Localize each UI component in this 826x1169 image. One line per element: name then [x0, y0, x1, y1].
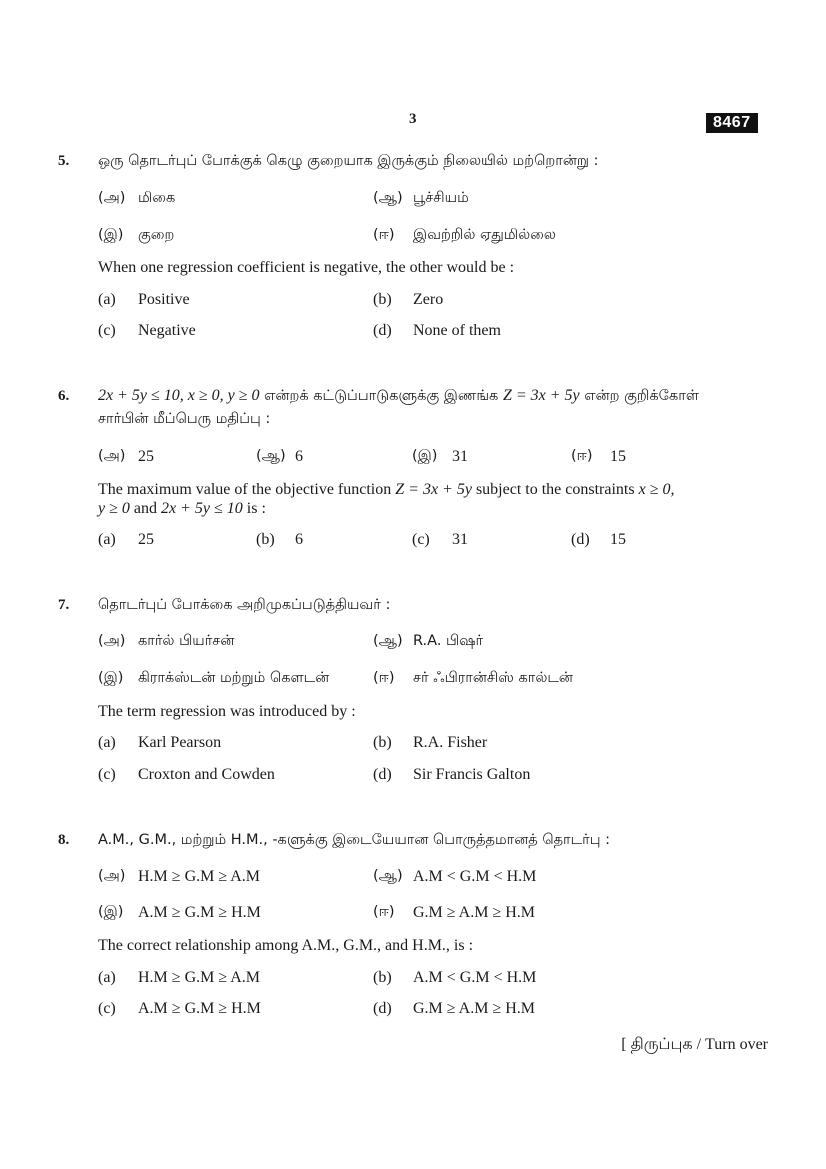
q8-english-option-label: (a) — [98, 969, 116, 986]
question-number-6: 6. — [58, 388, 70, 404]
q5-tamil-option-label: (ஆ) — [373, 190, 403, 206]
q5-english-option-text: None of them — [413, 322, 501, 339]
q6-tamil-option-label: (ஆ) — [256, 448, 286, 464]
q5-english-option-label: (d) — [373, 322, 392, 339]
q6-constraint-math: 2x + 5y ≤ 10, x ≥ 0, y ≥ 0 — [98, 387, 260, 404]
q6-tamil-text: என்றக் கட்டுப்பாடுகளுக்கு இணங்க — [259, 388, 503, 404]
q8-english-question: The correct relationship among A.M., G.M., and H.M., is : — [98, 937, 474, 954]
q6-english-text: and — [129, 500, 161, 517]
q5-tamil-question: ஒரு தொடர்புப் போக்குக் கெழு குறையாக இருக்கும் நிலையில் மற்றொன்று : — [98, 153, 599, 169]
q5-tamil-option-label: (ஈ) — [373, 227, 395, 243]
q6-english-text: The maximum value of the objective function — [98, 481, 396, 498]
q6-english-option-text: 25 — [138, 531, 154, 548]
q5-english-option-label: (a) — [98, 291, 116, 308]
q7-tamil-option-label: (அ) — [98, 633, 126, 649]
q7-tamil-option-text: R.A. பிஷர் — [413, 633, 484, 649]
q7-tamil-option-label: (ஈ) — [373, 670, 395, 686]
q6-english-option-text: 6 — [295, 531, 303, 548]
q7-english-option-text: Karl Pearson — [138, 734, 222, 751]
question-number-5: 5. — [58, 153, 70, 169]
q8-english-option-text: A.M ≥ G.M ≥ H.M — [138, 1000, 261, 1017]
q6-constraint-math: 2x + 5y ≤ 10 — [161, 500, 243, 517]
q6-english-option-text: 15 — [610, 531, 626, 548]
q8-tamil-option-text: G.M ≥ A.M ≥ H.M — [413, 904, 536, 921]
q7-english-option-text: Croxton and Cowden — [138, 766, 275, 783]
q6-tamil-text: என்ற குறிக்கோள் — [579, 388, 699, 404]
q7-english-option-label: (c) — [98, 766, 116, 783]
q8-english-option-label: (c) — [98, 1000, 116, 1017]
q6-constraint-math: x ≥ 0, — [638, 481, 675, 498]
q8-english-option-text: G.M ≥ A.M ≥ H.M — [413, 1000, 536, 1017]
q6-english-option-label: (c) — [412, 531, 430, 548]
q5-tamil-option-text: பூச்சியம் — [413, 190, 469, 206]
q8-tamil-option-label: (ஆ) — [373, 868, 403, 884]
q7-tamil-question: தொடர்புப் போக்கை அறிமுகப்படுத்தியவர் : — [98, 597, 391, 613]
q7-english-option-text: Sir Francis Galton — [413, 766, 531, 783]
q6-tamil-option-label: (இ) — [412, 448, 438, 464]
q6-english-question-line2 — [98, 500, 266, 518]
paper-code-badge: 8467 — [706, 113, 758, 133]
q8-english-option-label: (b) — [373, 969, 392, 986]
q5-tamil-option-text: இவற்றில் ஏதுமில்லை — [413, 227, 556, 243]
q7-tamil-option-label: (இ) — [98, 670, 124, 686]
q8-tamil-question: A.M., G.M., மற்றும் H.M., -களுக்கு இடையேயான பொருத்தமானத் தொடர்பு : — [98, 832, 611, 848]
q6-english-text: subject to the constraints — [471, 481, 639, 498]
q8-tamil-option-text: A.M ≥ G.M ≥ H.M — [138, 904, 261, 921]
question-number-8: 8. — [58, 832, 70, 848]
q8-tamil-option-label: (ஈ) — [373, 904, 395, 920]
q6-objective-math: Z = 3x + 5y — [395, 481, 472, 498]
q8-english-option-text: A.M < G.M < H.M — [413, 969, 537, 986]
q7-english-option-text: R.A. Fisher — [413, 734, 488, 751]
q6-tamil-question-line2: சார்பின் மீப்பெரு மதிப்பு : — [98, 411, 271, 427]
q5-english-option-text: Negative — [138, 322, 196, 339]
q6-tamil-option-text: 15 — [610, 448, 626, 465]
q8-tamil-option-text: A.M < G.M < H.M — [413, 868, 537, 885]
q5-english-option-text: Positive — [138, 291, 190, 308]
q7-tamil-option-text: கார்ல் பியர்சன் — [138, 633, 235, 649]
q5-tamil-option-text: குறை — [138, 227, 175, 243]
q8-tamil-option-text: H.M ≥ G.M ≥ A.M — [138, 868, 261, 885]
q6-objective-math: Z = 3x + 5y — [502, 387, 580, 404]
q6-tamil-option-label: (அ) — [98, 448, 126, 464]
q6-english-option-text: 31 — [452, 531, 468, 548]
q7-tamil-option-text: கிராக்ஸ்டன் மற்றும் கௌடன் — [138, 670, 330, 686]
q8-english-option-text: H.M ≥ G.M ≥ A.M — [138, 969, 261, 986]
q5-tamil-option-label: (அ) — [98, 190, 126, 206]
q7-english-option-label: (d) — [373, 766, 392, 783]
q5-tamil-option-text: மிகை — [138, 190, 176, 206]
q8-tamil-option-label: (இ) — [98, 904, 124, 920]
q6-english-option-label: (d) — [571, 531, 590, 548]
q6-english-question-line1 — [98, 481, 674, 499]
q8-english-option-label: (d) — [373, 1000, 392, 1017]
q7-tamil-option-label: (ஆ) — [373, 633, 403, 649]
q6-english-text: is : — [242, 500, 266, 517]
q7-english-option-label: (b) — [373, 734, 392, 751]
q6-tamil-option-label: (ஈ) — [571, 448, 593, 464]
q7-tamil-option-text: சர் ஃபிரான்சிஸ் கால்டன் — [413, 670, 573, 686]
q6-tamil-question-line1 — [98, 387, 699, 406]
q8-tamil-option-label: (அ) — [98, 868, 126, 884]
q6-tamil-option-text: 6 — [295, 448, 303, 465]
q6-constraint-math: y ≥ 0 — [98, 500, 130, 517]
q5-english-option-label: (c) — [98, 322, 116, 339]
q5-english-question: When one regression coefficient is negative, the other would be : — [98, 259, 515, 276]
question-number-7: 7. — [58, 597, 70, 613]
q5-english-option-label: (b) — [373, 291, 392, 308]
q6-tamil-option-text: 31 — [452, 448, 468, 465]
turn-over-note: [ திருப்புக / Turn over — [621, 1036, 768, 1053]
q5-tamil-option-label: (இ) — [98, 227, 124, 243]
page-number: 3 — [409, 111, 417, 127]
q6-tamil-option-text: 25 — [138, 448, 154, 465]
q7-english-option-label: (a) — [98, 734, 116, 751]
q5-english-option-text: Zero — [413, 291, 444, 308]
q6-english-option-label: (b) — [256, 531, 275, 548]
q6-english-option-label: (a) — [98, 531, 116, 548]
q7-english-question: The term regression was introduced by : — [98, 703, 356, 720]
